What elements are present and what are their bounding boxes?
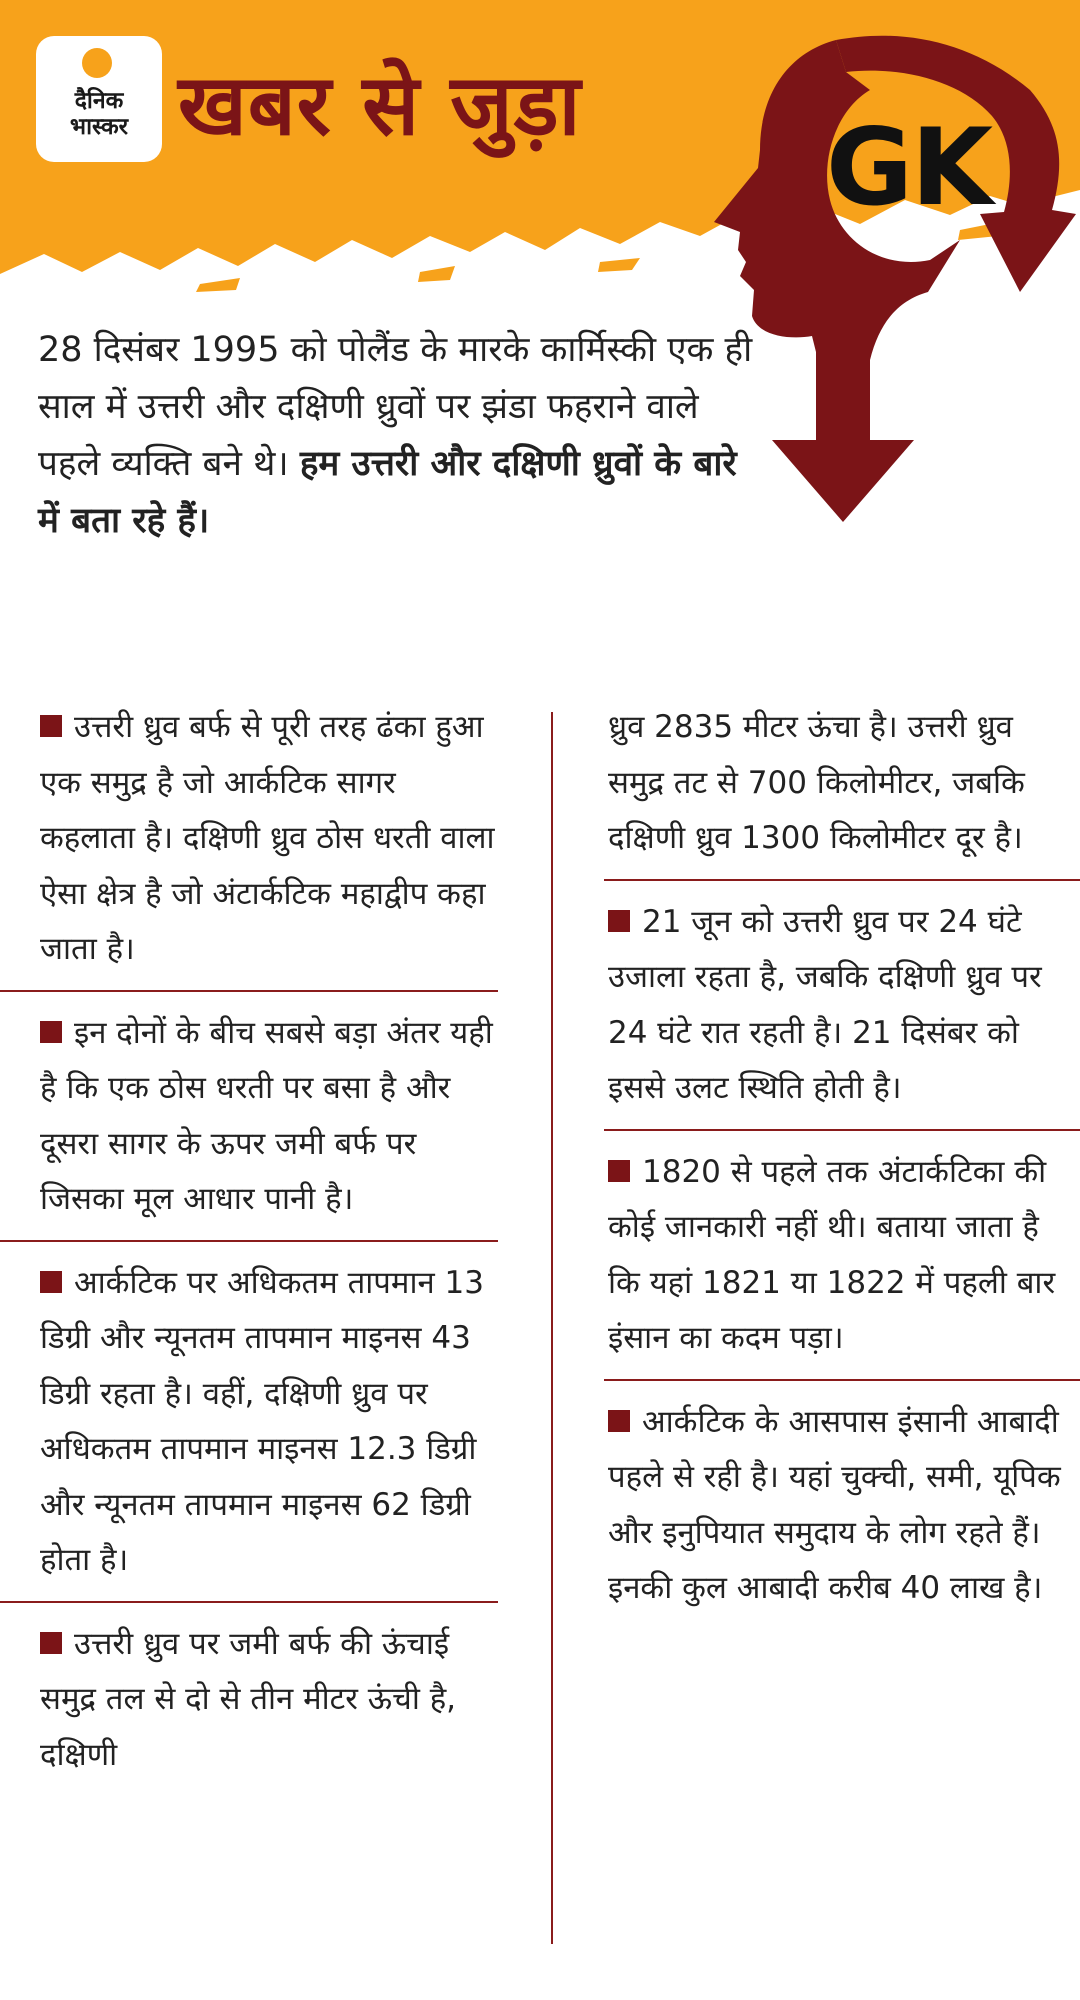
- fact-item: 21 जून को उत्तरी ध्रुव पर 24 घंटे उजाला रहता है, जबकि दक्षिणी ध्रुव पर 24 घंटे रात रहती है। 21 दिसंबर को इससे उलट स्थिति होती है।: [608, 903, 1042, 1106]
- dainik-bhaskar-logo: [36, 36, 162, 162]
- divider: [604, 879, 1080, 881]
- fact-item-continued: ध्रुव 2835 मीटर ऊंचा है। उत्तरी ध्रुव समुद्र तट से 700 किलोमीटर, जबकि दक्षिणी ध्रुव 1300 किलोमीटर दूर है।: [608, 709, 1025, 856]
- column-divider: [551, 712, 553, 1944]
- divider: [0, 1601, 498, 1603]
- sun-icon: [82, 48, 112, 78]
- divider: [0, 990, 498, 992]
- fact-item: उत्तरी ध्रुव पर जमी बर्फ की ऊंचाई समुद्र तल से दो से तीन मीटर ऊंची है, दक्षिणी: [40, 1625, 457, 1773]
- fact-item: 1820 से पहले तक अंटार्कटिका की कोई जानकारी नहीं थी। बताया जाता है कि यहां 1821 या 1822 में पहली बार इंसान का कदम पड़ा।: [608, 1153, 1056, 1356]
- fact-item: उत्तरी ध्रुव बर्फ से पूरी तरह ढंका हुआ एक समुद्र है जो आर्कटिक सागर कहलाता है। दक्षिणी ध्रुव ठोस धरती वाला ऐसा क्षेत्र है जो अंटार्कटिक महाद्वीप कहा जाता है।: [40, 709, 495, 967]
- divider: [604, 1129, 1080, 1131]
- square-bullet-icon: [608, 1410, 630, 1432]
- fact-item: इन दोनों के बीच सबसे बड़ा अंतर यही है कि एक ठोस धरती पर बसा है और दूसरा सागर के ऊपर जमी बर्फ पर जिसका मूल आधार पानी है।: [40, 1014, 493, 1217]
- gk-badge: GK: [826, 106, 992, 229]
- fact-item: आर्कटिक के आसपास इंसानी आबादी पहले से रही है। यहां चुक्ची, समी, यूपिक और इनुपियात समुदाय के लोग रहते हैं। इनकी कुल आबादी करीब 40 लाख है।: [608, 1403, 1061, 1606]
- intro-bold-text: हम उत्तरी और दक्षिणी ध्रुवों के बारे में बता रहे हैं।: [38, 444, 737, 541]
- divider: [0, 1240, 498, 1242]
- square-bullet-icon: [40, 1021, 62, 1043]
- square-bullet-icon: [40, 715, 62, 737]
- intro-text: 28 दिसंबर 1995 को पोलैंड के मारके कार्मिस्की एक ही साल में उत्तरी और दक्षिणी ध्रुवों पर झंडा फहराने वाले पहले व्यक्ति बने थे।: [38, 330, 753, 484]
- logo-text: दैनिक भास्कर: [69, 88, 129, 140]
- square-bullet-icon: [40, 1632, 62, 1654]
- square-bullet-icon: [40, 1271, 62, 1293]
- right-column: [568, 700, 1080, 1617]
- left-column: [0, 700, 498, 1783]
- fact-item: आर्कटिक पर अधिकतम तापमान 13 डिग्री और न्यूनतम तापमान माइनस 43 डिग्री रहता है। वहीं, दक्षिणी ध्रुव पर अधिकतम तापमान माइनस 12.3 डिग्री और न्यूनतम तापमान माइनस 62 डिग्री होता है।: [40, 1264, 484, 1578]
- divider: [604, 1379, 1080, 1381]
- square-bullet-icon: [608, 910, 630, 932]
- headline: खबर से जुड़ा: [178, 56, 582, 154]
- square-bullet-icon: [608, 1160, 630, 1182]
- intro-paragraph: [38, 322, 758, 550]
